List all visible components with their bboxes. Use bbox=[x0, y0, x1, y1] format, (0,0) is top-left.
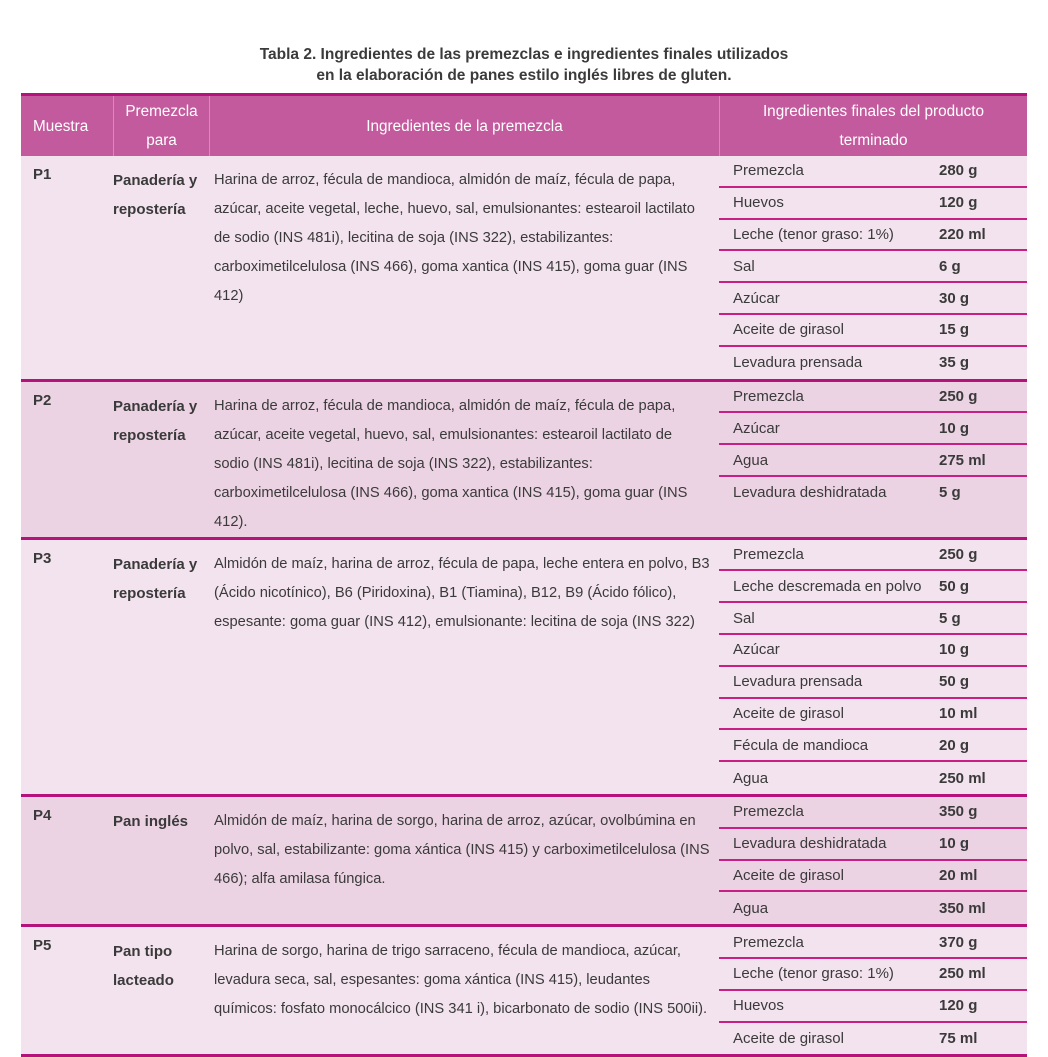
table-row bbox=[21, 537, 1027, 794]
final-ingredient-row bbox=[719, 251, 1027, 283]
ingredient-amount: 120 g bbox=[939, 997, 978, 1015]
ingredient-amount: 50 g bbox=[939, 673, 970, 691]
ingredient-amount: 20 ml bbox=[939, 866, 978, 884]
ingredient-amount: 10 g bbox=[939, 419, 970, 437]
ingredient-name: Levadura prensada bbox=[733, 354, 863, 372]
final-ingredient-row bbox=[719, 797, 1027, 829]
ingredient-name: Azúcar bbox=[733, 641, 780, 659]
page-title bbox=[0, 0, 1048, 86]
header-cell-muestra: Muestra bbox=[33, 117, 89, 135]
ingredient-name: Premezcla bbox=[733, 162, 804, 180]
table-row bbox=[21, 924, 1027, 1054]
header-cell-premezcla-para: Premezcla para bbox=[113, 96, 209, 156]
final-ingredient-row bbox=[719, 861, 1027, 893]
sample-id-cell: P5 bbox=[33, 937, 52, 955]
final-ingredient-row bbox=[719, 762, 1027, 794]
ingredient-amount: 35 g bbox=[939, 354, 970, 372]
final-ingredients-list bbox=[719, 927, 1027, 1054]
ingredient-name: Huevos bbox=[733, 194, 784, 212]
final-ingredient-row bbox=[719, 382, 1027, 414]
ingredient-amount: 20 g bbox=[939, 736, 970, 754]
final-ingredients-list bbox=[719, 540, 1027, 794]
premix-use-cell: Pan tipo lacteado bbox=[113, 943, 174, 990]
final-ingredient-row bbox=[719, 667, 1027, 699]
ingredient-name: Premezcla bbox=[733, 387, 804, 405]
ingredient-amount: 6 g bbox=[939, 257, 961, 275]
premix-ingredients-cell: Harina de arroz, fécula de mandioca, almidón de maíz, fécula de papa, azúcar, aceite vegetal, leche, huevo, sal, emulsionantes: estearoil lactilato de sodio (INS 481i), lecitina de soja (INS 322), estabilizantes: carboximetilcelulosa (INS 466), goma xantica (INS 415), goma guar (INS 412) bbox=[214, 172, 695, 304]
ingredient-name: Aceite de girasol bbox=[733, 866, 844, 884]
final-ingredient-row bbox=[719, 571, 1027, 603]
final-ingredient-row bbox=[719, 220, 1027, 252]
final-ingredient-row bbox=[719, 892, 1027, 924]
ingredient-amount: 250 ml bbox=[939, 965, 986, 983]
ingredient-amount: 5 g bbox=[939, 484, 961, 502]
ingredient-name: Azúcar bbox=[733, 419, 780, 437]
ingredient-name: Sal bbox=[733, 257, 755, 275]
final-ingredient-row bbox=[719, 829, 1027, 861]
ingredient-amount: 250 ml bbox=[939, 769, 986, 787]
premix-use-cell: Panadería y repostería bbox=[113, 555, 198, 602]
ingredient-amount: 275 ml bbox=[939, 451, 986, 469]
ingredient-amount: 5 g bbox=[939, 609, 961, 627]
ingredient-name: Fécula de mandioca bbox=[733, 736, 869, 754]
sample-id-cell: P1 bbox=[33, 166, 52, 183]
final-ingredient-row bbox=[719, 603, 1027, 635]
ingredient-name: Premezcla bbox=[733, 803, 804, 821]
ingredient-name: Agua bbox=[733, 769, 769, 787]
premix-use-cell: Panadería y repostería bbox=[113, 172, 198, 218]
sample-id-cell: P4 bbox=[33, 806, 52, 824]
ingredient-name: Agua bbox=[733, 899, 769, 917]
premix-ingredients-cell: Harina de sorgo, harina de trigo sarraceno, fécula de mandioca, azúcar, levadura seca, sal, espesantes: goma xántica (INS 415), leudantes químicos: fosfato monocálcico (INS 341 i), bicarbonato de sodio (INS 500ii). bbox=[214, 943, 708, 1018]
final-ingredient-row bbox=[719, 413, 1027, 445]
ingredient-amount: 250 g bbox=[939, 387, 978, 405]
ingredient-amount: 10 g bbox=[939, 835, 970, 853]
ingredient-name: Leche descremada en polvo bbox=[733, 577, 922, 595]
final-ingredient-row bbox=[719, 730, 1027, 762]
ingredient-amount: 30 g bbox=[939, 289, 970, 307]
final-ingredient-row bbox=[719, 315, 1027, 347]
ingredients-table bbox=[21, 93, 1027, 1057]
table-row bbox=[21, 156, 1027, 379]
header-cell-ingredientes-finales: Ingredientes finales del producto terminado bbox=[719, 96, 1027, 156]
ingredient-name: Huevos bbox=[733, 997, 784, 1015]
ingredient-name: Agua bbox=[733, 451, 769, 469]
ingredient-name: Premezcla bbox=[733, 545, 804, 563]
ingredient-amount: 120 g bbox=[939, 194, 978, 212]
final-ingredient-row bbox=[719, 991, 1027, 1023]
final-ingredient-row bbox=[719, 927, 1027, 959]
final-ingredient-row bbox=[719, 1023, 1027, 1055]
final-ingredient-row bbox=[719, 699, 1027, 731]
ingredient-amount: 10 ml bbox=[939, 704, 978, 722]
ingredient-amount: 15 g bbox=[939, 321, 970, 339]
ingredient-amount: 50 g bbox=[939, 577, 970, 595]
final-ingredient-row bbox=[719, 635, 1027, 667]
final-ingredient-row bbox=[719, 283, 1027, 315]
ingredient-name: Azúcar bbox=[733, 289, 780, 307]
ingredient-amount: 75 ml bbox=[939, 1029, 978, 1047]
final-ingredient-row bbox=[719, 959, 1027, 991]
ingredient-name: Levadura deshidratada bbox=[733, 835, 887, 853]
header-cell-ingredientes-premezcla: Ingredientes de la premezcla bbox=[209, 96, 719, 156]
title-line-1: Tabla 2. Ingredientes de las premezclas e ingredientes finales utilizados bbox=[259, 46, 789, 63]
ingredient-name: Aceite de girasol bbox=[733, 321, 844, 339]
premix-ingredients-cell: Almidón de maíz, harina de arroz, fécula de papa, leche entera en polvo, B3 (Ácido nicotínico), B6 (Piridoxina), B1 (Tiamina), B12, B9 (Ácido fólico), espesante: goma guar (INS 412), emulsionante: lecitina de soja (INS 322) bbox=[214, 555, 710, 630]
table-row bbox=[21, 794, 1027, 924]
table-row bbox=[21, 379, 1027, 537]
final-ingredient-row bbox=[719, 156, 1027, 188]
ingredient-amount: 250 g bbox=[939, 545, 978, 563]
final-ingredient-row bbox=[719, 347, 1027, 379]
premix-ingredients-cell: Harina de arroz, fécula de mandioca, almidón de maíz, fécula de papa, azúcar, aceite vegetal, huevo, sal, emulsionantes: estearoil lactilato de sodio (INS 481i), lecitina de soja (INS 322), estabilizantes: carboximetilcelulosa (INS 466), goma xantica (INS 415), goma guar (INS 412). bbox=[214, 397, 688, 530]
premix-use-cell: Panadería y repostería bbox=[113, 397, 198, 444]
final-ingredients-list bbox=[719, 797, 1027, 924]
final-ingredients-list bbox=[719, 156, 1027, 379]
title-line-2: en la elaboración de panes estilo inglés libres de gluten. bbox=[316, 67, 732, 84]
final-ingredient-row bbox=[719, 477, 1027, 509]
sample-id-cell: P3 bbox=[33, 549, 52, 567]
ingredient-amount: 280 g bbox=[939, 162, 978, 180]
ingredient-amount: 350 g bbox=[939, 803, 978, 821]
sample-id-cell: P2 bbox=[33, 391, 52, 409]
final-ingredient-row bbox=[719, 540, 1027, 572]
table-body bbox=[21, 156, 1027, 1054]
ingredient-name: Leche (tenor graso: 1%) bbox=[733, 225, 894, 243]
premix-ingredients-cell: Almidón de maíz, harina de sorgo, harina de arroz, azúcar, ovolbúmina en polvo, sal, estabilizante: goma xántica (INS 415) y carboximetilcelulosa (INS 466); alfa amilasa fúngica. bbox=[214, 812, 710, 887]
ingredient-name: Levadura prensada bbox=[733, 673, 863, 691]
ingredient-name: Leche (tenor graso: 1%) bbox=[733, 965, 894, 983]
ingredient-name: Levadura deshidratada bbox=[733, 484, 887, 502]
premix-use-cell: Pan inglés bbox=[113, 812, 189, 830]
final-ingredients-list bbox=[719, 382, 1027, 537]
ingredient-name: Sal bbox=[733, 609, 755, 627]
ingredient-amount: 220 ml bbox=[939, 225, 986, 243]
ingredient-amount: 350 ml bbox=[939, 899, 986, 917]
ingredient-name: Aceite de girasol bbox=[733, 704, 844, 722]
final-ingredient-row bbox=[719, 445, 1027, 477]
final-ingredient-row bbox=[719, 188, 1027, 220]
ingredient-amount: 370 g bbox=[939, 933, 978, 951]
ingredient-name: Aceite de girasol bbox=[733, 1029, 844, 1047]
ingredient-name: Premezcla bbox=[733, 933, 804, 951]
table-header bbox=[21, 96, 1027, 156]
ingredient-amount: 10 g bbox=[939, 641, 970, 659]
